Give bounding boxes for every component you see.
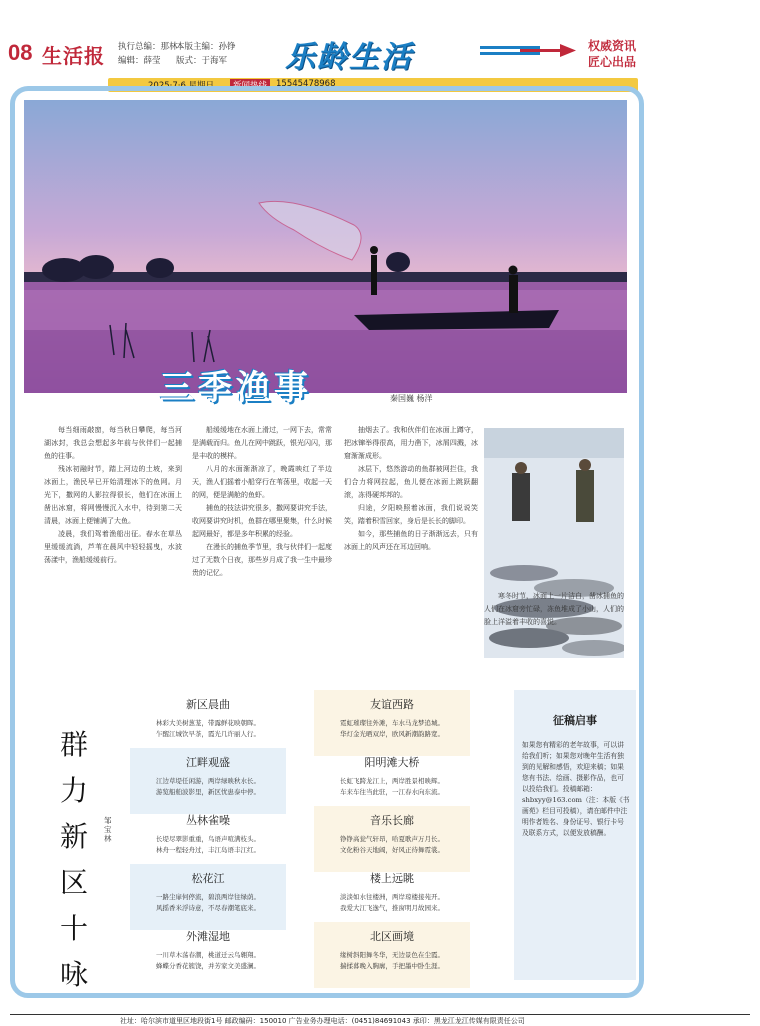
paragraph: 抽烟去了。我和伙伴们在冰面上蹲守，把冰镩举得很高，用力凿下，冰屑四溅，冰窟渐渐成形。: [344, 426, 478, 460]
poem-title: 北区画境: [370, 930, 414, 943]
poem-line: 车来车往当此驻，一江春水向东流。: [340, 788, 444, 796]
poem-line: 林舟一程轻舟过，丰江岛语丰江红。: [156, 846, 260, 854]
slogan: [588, 38, 636, 70]
poem-line: 游览船舶波影里，新区忧患泰中停。: [156, 788, 260, 796]
poem-line: 淡淡如水往楼洲，两岸琼楼接苑开。: [340, 893, 444, 901]
poem-title: 外滩湿地: [186, 930, 230, 943]
poem-line: 华灯金光晒双岸，欧风新潮韵路宽。: [340, 730, 444, 738]
hotline-number: 15545478968: [276, 79, 336, 89]
poem-item: [314, 748, 470, 814]
date-text: 2025·7·6 星期日: [148, 81, 215, 91]
poem-line: 我爱大江飞逸气，推窗明月故园来。: [340, 904, 444, 912]
editor: 编辑：薛莹: [118, 56, 161, 66]
paragraph: 如今，那些捕鱼的日子渐渐远去，只有冰面上的风声还在耳边回响。: [344, 530, 478, 551]
poem-line: 缘树斜阳舞冬华，无边景色在尘霞。: [340, 951, 444, 959]
poem-item: [130, 864, 286, 930]
paragraph: 在漫长的捕鱼季节里，我与伙伴们一起度过了无数个日夜，那些岁月成了我一生中最珍贵的记忆。: [192, 543, 332, 577]
poem-line: 风摇香米浮诗意，不尽春潮笔底来。: [156, 904, 260, 912]
poem-title: 新区晨曲: [186, 698, 230, 711]
paragraph: 每当细雨敲窗，每当秋日攀爬，每当河湖冰封，我总会想起多年前与伙伴们一起捕鱼的往事。: [44, 426, 182, 460]
poem-line: 霓虹璀璨往外滩，车水马龙梦追城。: [340, 719, 444, 727]
paragraph: 凌晨，我们驾着渔船出征。春水在草丛里缓缓流淌，芦苇在晨风中轻轻摇曳，水波荡漾中，渔船缓缓前行。: [44, 530, 182, 564]
poem-title: 丛林雀噪: [186, 814, 230, 827]
poem-title: 松花江: [191, 872, 225, 885]
poem-line: 一川草木荡春潮，桃道迁云鸟翱翔。: [156, 951, 260, 959]
poem-line: 长虹飞跨龙江上，两岸胜景相映辉。: [340, 777, 444, 785]
poem-title: 江畔观盛: [186, 756, 230, 769]
article-column-4: [484, 590, 624, 629]
poem-item: [130, 922, 286, 988]
poem-line: 揣揉暮晚入胸廓，手把墨中卧生涯。: [340, 962, 444, 970]
poem-line: 乍醒江城饮早茶，霞光几许丽人行。: [156, 730, 260, 738]
fishing-photo: [24, 100, 627, 393]
poem-author: 邹宝林: [104, 816, 112, 843]
poem-series-title: 群力新区十咏: [59, 728, 88, 991]
chief-editor: 本版主编：孙铮: [176, 42, 236, 52]
poem-title: 阳明滩大桥: [364, 756, 420, 769]
slogan-line-2: 匠心出品: [588, 55, 637, 69]
poem-grid: [126, 690, 500, 1000]
poem-line: 长堤尽翠影重重，鸟语声喧满枝头。: [156, 835, 260, 843]
paragraph: 捕鱼的技法讲究很多，撒网要讲究手法，收网要讲究时机，鱼群在哪里聚集，什么时候起网最好，都是多年积累的经验。: [192, 504, 332, 538]
poem-item: [314, 806, 470, 872]
poem-line: 一路尘扉何停流，碧浪两岸往绿荫。: [156, 893, 260, 901]
poem-item: [314, 864, 470, 930]
article-column-1: [44, 424, 182, 567]
sidebar-title: 征稿启事: [553, 714, 597, 727]
article-byline: 秦国巍 杨洋: [390, 394, 433, 403]
poem-title: 楼上远眺: [370, 872, 414, 885]
paragraph: 残冰初融时节，踏上河边的土坡，来到冰面上，渔民早已开始清理冰下的鱼网。月光下，撒网的人影拉得很长，他们在冰面上凿出冰窟，将网慢慢沉入水中，待到第二天清晨，冰面上便铺满了大鱼。: [44, 465, 182, 525]
footer-info: 社址：哈尔滨市道里区地段街1号 邮政编码：150010 广告业务办理电话：(0451)84691043 承印：黑龙江龙江传媒有限责任公司: [120, 1017, 525, 1025]
paragraph: 寒冬时节，冰面上一片洁白，凿冰捕鱼的人们在冰窟旁忙碌，冻鱼堆成了小山，人们的脸上洋溢着丰收的喜悦。: [484, 592, 624, 626]
paragraph: 八月的水面渐渐凉了，晚霞映红了半边天，渔人们摇着小船穿行在苇荡里，收起一天的网，便是满舱的鱼虾。: [192, 465, 332, 499]
poem-item: [314, 690, 470, 756]
poem-line: 林彩大美树葱茏，带露鲜花映朝晖。: [156, 719, 260, 727]
arrow-decoration-icon: [480, 42, 580, 62]
paragraph: 归途，夕阳映照着冰面，我们说说笑笑，踏着积雪回家，身后是长长的脚印。: [344, 504, 478, 525]
paper-name: 生活报: [42, 44, 105, 68]
poem-title: 友谊西路: [370, 698, 414, 711]
article-column-3: [344, 424, 478, 554]
poem-item: [130, 806, 286, 872]
article-title: 三季渔事: [160, 368, 312, 408]
exec-editor: 执行总编：那林: [118, 42, 178, 52]
poem-item: [314, 922, 470, 988]
article-column-2: [192, 424, 332, 580]
hotline-label: 新闻热线: [230, 79, 270, 91]
poem-title: 音乐长廊: [370, 814, 414, 827]
paragraph: 船缓缓地在水面上滑过，一网下去，常常是满载而归。鱼儿在网中跳跃，银光闪闪，那是丰收的模样。: [192, 426, 332, 460]
sidebar-body: 如果您有精彩的老年故事，可以讲给我们听；如果您对晚年生活有独到的见解和感悟，欢迎来稿；如果您有书法、绘画、摄影作品，也可以投给我们。投稿邮箱：shbxyy@163.com（注：本版《书画苑》栏目可投稿），请在邮件中注明作者姓名、身份证号、银行卡号及联系方式，以便发放稿酬。: [522, 741, 630, 837]
footer-divider: [10, 1014, 750, 1015]
poem-item: [130, 748, 286, 814]
slogan-line-1: 权威资讯: [588, 39, 637, 53]
section-title: 乐龄生活: [285, 40, 413, 75]
poem-item: [130, 690, 286, 756]
page-number: 08: [8, 40, 33, 65]
poem-line: 铮铮高瓮气轩昂，哈夏歌声万月长。: [340, 835, 444, 843]
poem-line: 江边草堤任闲游，两岸绿映秋水长。: [156, 777, 260, 785]
paragraph: 冰层下，悠然游动的鱼群被网拦住，我们合力将网拉起，鱼儿便在冰面上跳跃翻滚，冻得硬邦邦的。: [344, 465, 478, 499]
designer: 版式：于海军: [176, 56, 228, 66]
poem-line: 文化粉谷天地阔，好风正待舞霓裳。: [340, 846, 444, 854]
poem-line: 蜂蝶分香花簇饶，并芳家文美盛澜。: [156, 962, 260, 970]
